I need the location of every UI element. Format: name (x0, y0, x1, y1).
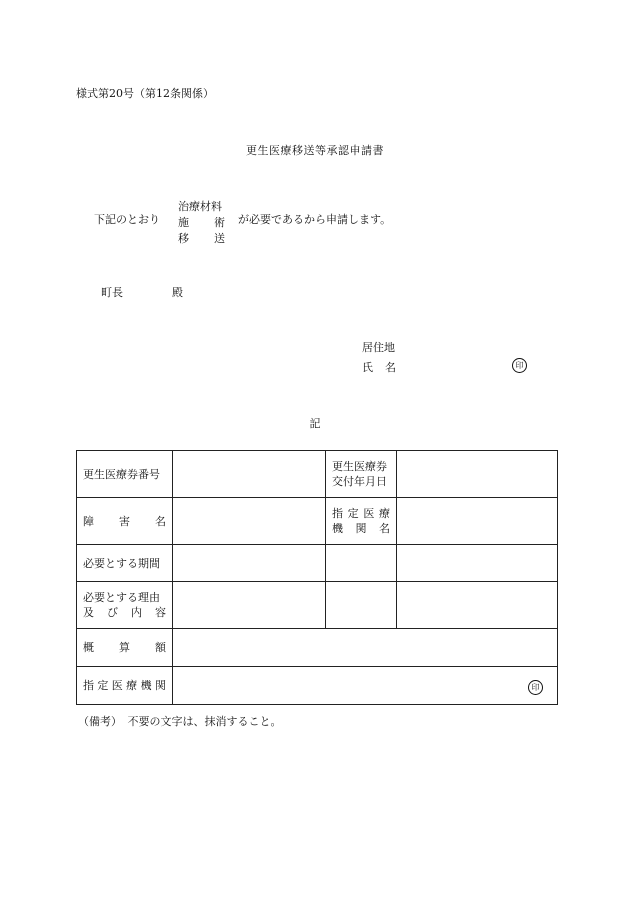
label-estimated-amount: 概 算 額 (77, 629, 173, 667)
page-title: 更生医療移送等承認申請書 (246, 144, 384, 157)
input-reason[interactable] (173, 582, 326, 629)
table-row (77, 629, 558, 667)
request-tail: が必要であるから申請します。 (238, 213, 392, 226)
detail-table (76, 450, 558, 705)
input-estimated-amount[interactable] (173, 629, 558, 667)
label-disability: 障 害 名 (77, 498, 173, 545)
request-options (178, 199, 225, 247)
input-issue-date[interactable] (397, 451, 558, 498)
blank-cell[interactable] (326, 582, 397, 629)
ki-heading: 記 (309, 417, 321, 430)
input-institution[interactable] (173, 667, 558, 705)
blank-cell[interactable] (397, 545, 558, 582)
applicant-seal-icon: 印 (512, 358, 527, 373)
table-row (77, 498, 558, 545)
label-designated-institution: 指 定 医 療 機 関 名 (326, 498, 397, 545)
option-transport: 移 送 (178, 232, 225, 245)
label-issue-date: 更生医療券 交付年月日 (326, 451, 397, 498)
request-lead: 下記のとおり (94, 213, 160, 226)
input-disability[interactable] (173, 498, 326, 545)
label-ticket-number: 更生医療券番号 (77, 451, 173, 498)
applicant-name-label: 氏 名 (362, 361, 396, 374)
input-ticket-number[interactable] (173, 451, 326, 498)
input-period[interactable] (173, 545, 326, 582)
input-designated-institution[interactable] (397, 498, 558, 545)
option-surgery: 施 術 (178, 216, 225, 229)
table-row (77, 451, 558, 498)
addressee-label: 町長 (101, 286, 123, 299)
blank-cell[interactable] (397, 582, 558, 629)
blank-cell[interactable] (326, 545, 397, 582)
applicant-address-label: 居住地 (362, 341, 395, 354)
label-reason: 必要とする理由 及 び 内 容 (77, 582, 173, 629)
remarks-note: （備考） 不要の文字は、抹消すること。 (78, 715, 282, 728)
institution-seal-icon: 印 (528, 680, 543, 695)
option-treatment-materials: 治療材料 (178, 200, 222, 213)
label-period: 必要とする期間 (77, 545, 173, 582)
table-row (77, 582, 558, 629)
table-row (77, 667, 558, 705)
label-institution: 指 定 医 療 機 関 (77, 667, 173, 705)
table-row (77, 545, 558, 582)
addressee-honorific: 殿 (172, 286, 183, 299)
form-number: 様式第20号（第12条関係） (76, 87, 214, 100)
